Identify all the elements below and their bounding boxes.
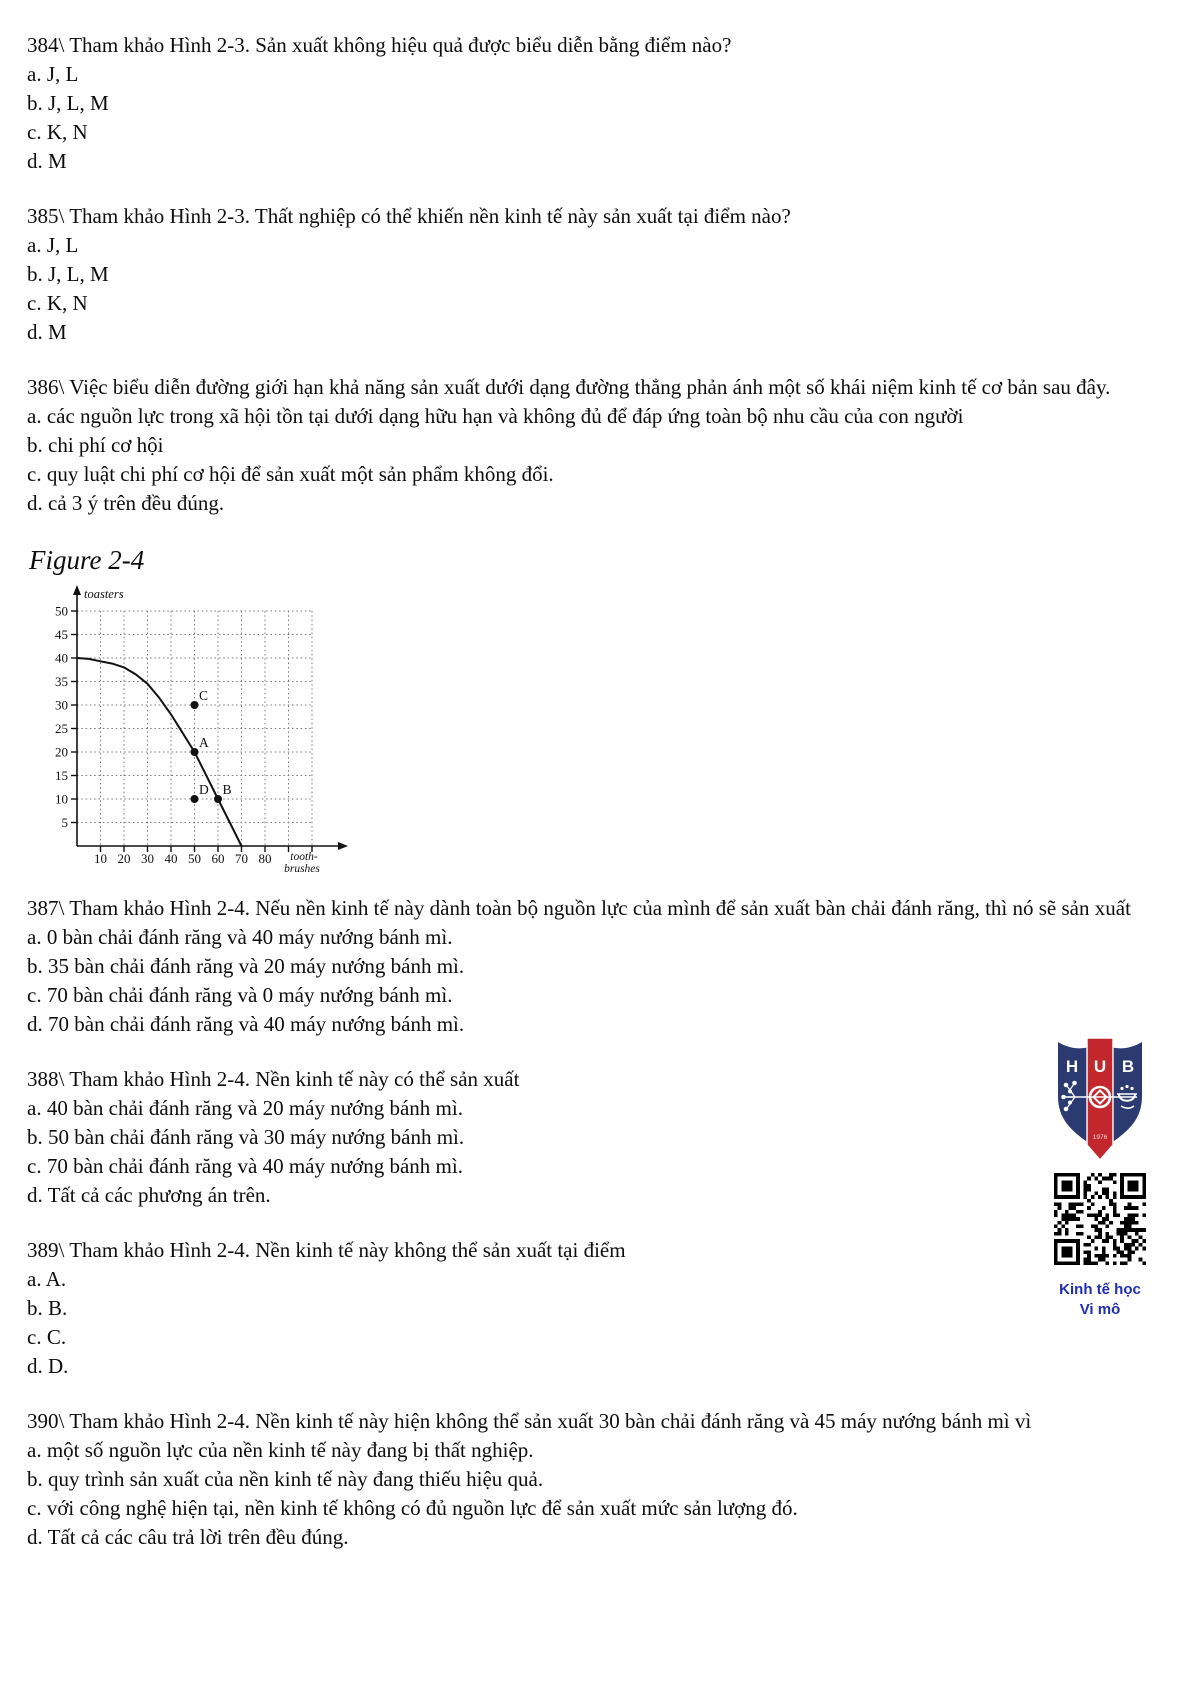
question-option: b. J, L, M <box>27 91 109 115</box>
hub-university-logo <box>1054 1034 1146 1164</box>
svg-text:5: 5 <box>61 815 68 830</box>
question-text: 384\ Tham khảo Hình 2-3. Sản xuất không hiệu quả được biểu diễn bằng điểm nào? <box>27 33 732 57</box>
question-option: d. D. <box>27 1354 69 1378</box>
question-389 <box>27 1236 1160 1381</box>
svg-text:40: 40 <box>164 851 178 866</box>
svg-text:50: 50 <box>188 851 201 866</box>
svg-text:30: 30 <box>141 851 154 866</box>
question-text: 389\ Tham khảo Hình 2-4. Nền kinh tế này không thể sản xuất tại điểm <box>27 1238 626 1262</box>
question-option: c. K, N <box>27 120 88 144</box>
svg-text:D: D <box>199 782 209 797</box>
question-option: d. Tất cả các phương án trên. <box>27 1183 271 1207</box>
qr-caption-line2: Vi mô <box>1079 1301 1121 1318</box>
logo-letter-h: H <box>1065 1057 1079 1076</box>
svg-text:35: 35 <box>55 674 68 689</box>
svg-text:B: B <box>222 782 232 797</box>
svg-text:30: 30 <box>55 697 68 713</box>
svg-text:20: 20 <box>117 851 131 866</box>
svg-text:C: C <box>199 688 209 703</box>
question-option: c. 70 bàn chải đánh răng và 40 máy nướng bánh mì. <box>27 1154 463 1178</box>
question-text: 385\ Tham khảo Hình 2-3. Thất nghiệp có thể khiến nền kinh tế này sản xuất tại điểm nào? <box>27 204 791 228</box>
svg-text:50: 50 <box>55 603 68 619</box>
question-option: d. M <box>27 320 67 344</box>
question-option: c. 70 bàn chải đánh răng và 0 máy nướng bánh mì. <box>27 983 453 1007</box>
logo-letter-b: B <box>1121 1057 1135 1076</box>
question-option: a. một số nguồn lực của nền kinh tế này đang bị thất nghiệp. <box>27 1438 534 1462</box>
svg-text:10: 10 <box>55 791 68 807</box>
svg-text:60: 60 <box>211 851 225 866</box>
question-388 <box>27 1065 1160 1210</box>
logo-year: 1976 <box>1092 1134 1108 1141</box>
question-option: a. A. <box>27 1267 67 1291</box>
svg-text:brushes: brushes <box>284 863 320 875</box>
question-option: d. Tất cả các câu trả lời trên đều đúng. <box>27 1525 349 1549</box>
question-option: b. J, L, M <box>27 262 109 286</box>
question-option: a. J, L <box>27 62 79 86</box>
figure-2-4-chart <box>42 578 1160 880</box>
question-387 <box>27 894 1160 1039</box>
svg-text:80: 80 <box>258 851 272 866</box>
question-390 <box>27 1407 1160 1552</box>
question-option: b. chi phí cơ hội <box>27 433 164 457</box>
svg-text:45: 45 <box>55 627 68 642</box>
svg-text:10: 10 <box>94 851 107 866</box>
svg-text:15: 15 <box>55 768 68 783</box>
question-option: d. 70 bàn chải đánh răng và 40 máy nướng bánh mì. <box>27 1012 465 1036</box>
svg-text:A: A <box>199 735 209 750</box>
qr-caption <box>1059 1280 1141 1320</box>
side-column <box>1050 1034 1150 1320</box>
logo-letter-u: U <box>1093 1057 1107 1076</box>
qr-code-canvas <box>1054 1173 1146 1265</box>
question-option: b. 50 bàn chải đánh răng và 30 máy nướng bánh mì. <box>27 1125 465 1149</box>
question-option: a. các nguồn lực trong xã hội tồn tại dưới dạng hữu hạn và không đủ để đáp ứng toàn bộ nhu cầu của con người <box>27 404 964 428</box>
question-option: b. 35 bàn chải đánh răng và 20 máy nướng bánh mì. <box>27 954 465 978</box>
question-text: 387\ Tham khảo Hình 2-4. Nếu nền kinh tế này dành toàn bộ nguồn lực của mình để sản xuất bàn chải đánh răng, thì nó sẽ sản xuất <box>27 896 1131 920</box>
figure-2-4 <box>29 544 1160 880</box>
svg-text:25: 25 <box>55 721 68 736</box>
question-text: 386\ Việc biểu diễn đường giới hạn khả năng sản xuất dưới dạng đường thẳng phản ánh một số khái niệm kinh tế cơ bản sau đây. <box>27 375 1111 399</box>
question-option: c. với công nghệ hiện tại, nền kinh tế không có đủ nguồn lực để sản xuất mức sản lượng đó. <box>27 1496 798 1520</box>
svg-text:toasters: toasters <box>84 587 124 601</box>
question-option: c. quy luật chi phí cơ hội để sản xuất một sản phẩm không đổi. <box>27 462 554 486</box>
question-text: 388\ Tham khảo Hình 2-4. Nền kinh tế này có thể sản xuất <box>27 1067 520 1091</box>
svg-text:tooth-: tooth- <box>290 851 318 863</box>
question-option: d. M <box>27 149 67 173</box>
svg-text:20: 20 <box>55 744 68 760</box>
question-option: a. 0 bàn chải đánh răng và 40 máy nướng bánh mì. <box>27 925 453 949</box>
question-385 <box>27 202 1160 347</box>
ppf-chart-canvas <box>42 578 387 880</box>
question-option: c. K, N <box>27 291 88 315</box>
question-option: d. cả 3 ý trên đều đúng. <box>27 491 225 515</box>
question-option: c. C. <box>27 1325 67 1349</box>
question-option: a. J, L <box>27 233 79 257</box>
question-option: b. quy trình sản xuất của nền kinh tế này đang thiếu hiệu quả. <box>27 1467 544 1491</box>
question-option: b. B. <box>27 1296 68 1320</box>
question-option: a. 40 bàn chải đánh răng và 20 máy nướng bánh mì. <box>27 1096 463 1120</box>
svg-text:40: 40 <box>55 650 68 666</box>
qr-caption-line1: Kinh tế học <box>1059 1281 1141 1298</box>
question-text: 390\ Tham khảo Hình 2-4. Nền kinh tế này hiện không thể sản xuất 30 bàn chải đánh răng và 45 máy nướng bánh mì vì <box>27 1409 1032 1433</box>
question-386 <box>27 373 1160 518</box>
qr-code <box>1054 1173 1146 1271</box>
svg-text:70: 70 <box>235 851 248 866</box>
question-384 <box>27 31 1160 176</box>
figure-title: Figure 2-4 <box>29 545 145 575</box>
